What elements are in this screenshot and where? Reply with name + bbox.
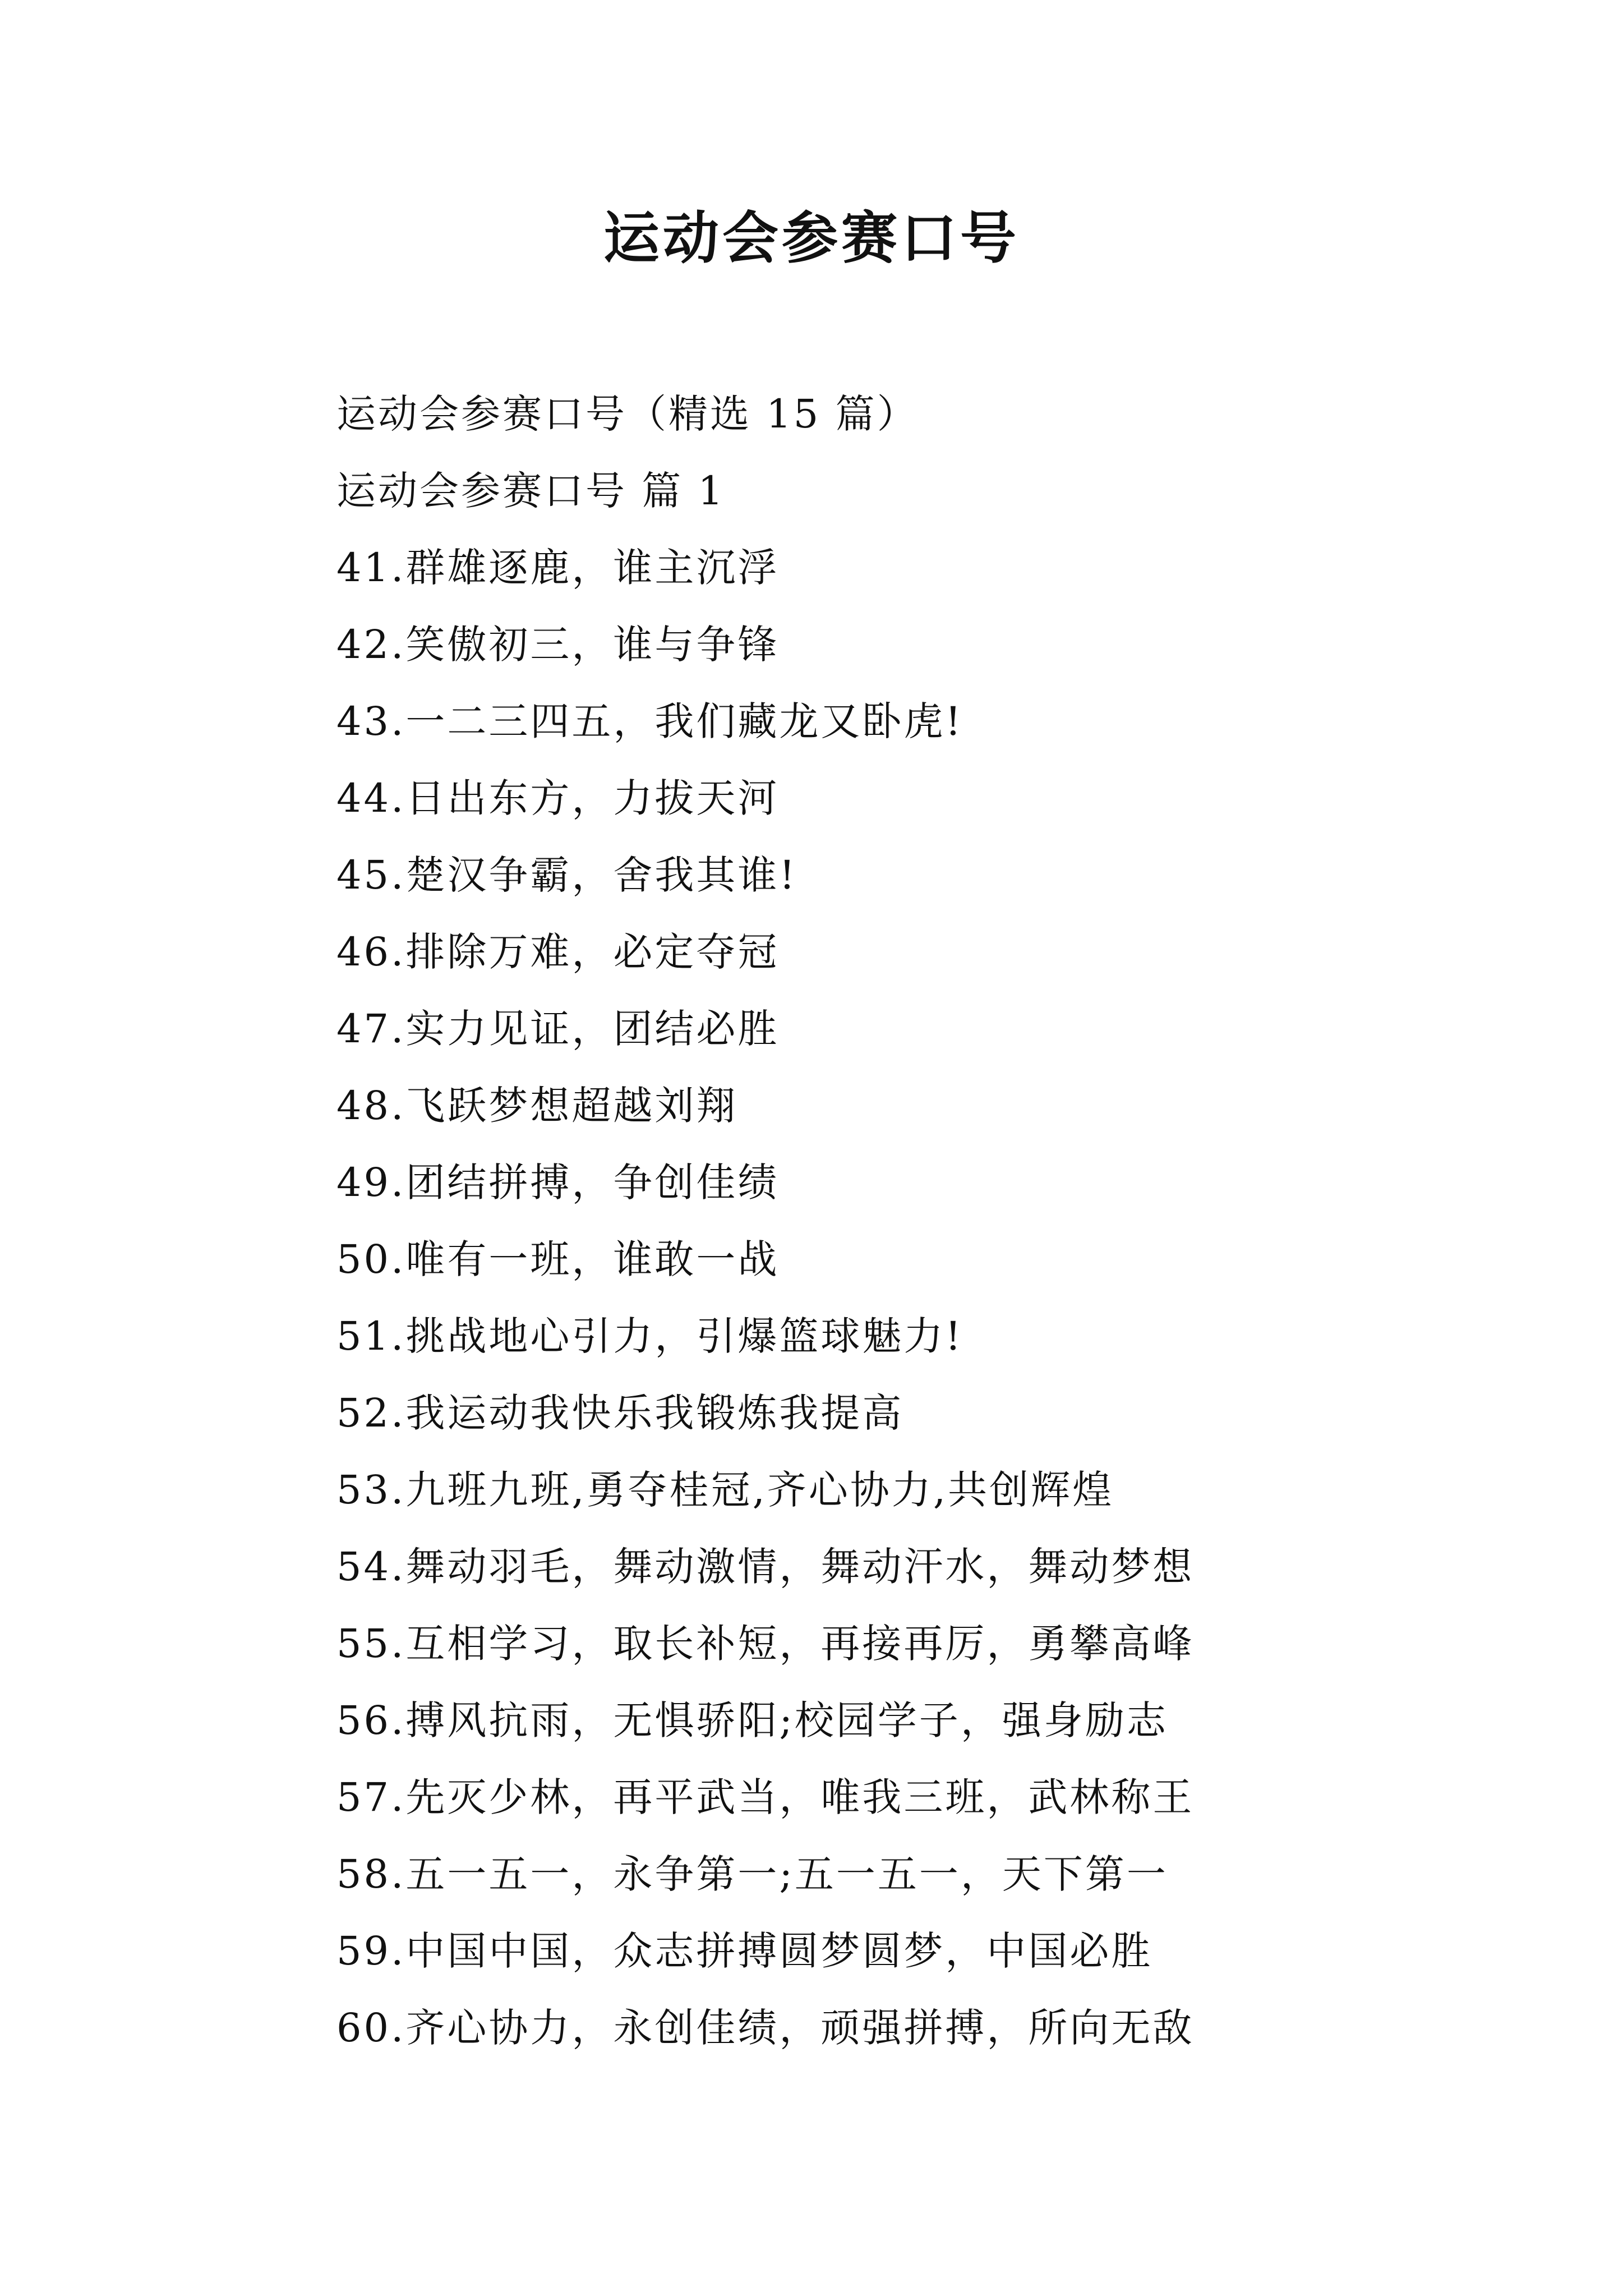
slogan-line: 50.唯有一班，谁敢一战: [336, 1236, 780, 1282]
slogan-line: 57.先灭少林，再平武当，唯我三班，武林称王: [336, 1774, 1195, 1820]
slogan-line: 59.中国中国，众志拼搏圆梦圆梦，中国必胜: [336, 1928, 1153, 1974]
slogan-line: 53.九班九班,勇夺桂冠,齐心协力,共创辉煌: [336, 1467, 1114, 1513]
section-heading: 运动会参赛口号 篇 1: [336, 468, 726, 514]
document-body: [336, 376, 1514, 2067]
page-title: 运动会参赛口号: [603, 205, 1020, 271]
slogan-line: 46.排除万难，必定夺冠: [336, 929, 780, 975]
slogan-line: 54.舞动羽毛，舞动激情，舞动汗水，舞动梦想: [336, 1544, 1195, 1590]
slogan-line: 47.实力见证，团结必胜: [336, 1006, 780, 1052]
slogan-line: 56.搏风抗雨，无惧骄阳;校园学子，强身励志: [336, 1697, 1168, 1743]
slogan-line: 55.互相学习，取长补短，再接再厉，勇攀高峰: [336, 1621, 1195, 1667]
slogan-line: 58.五一五一，永争第一;五一五一，天下第一: [336, 1851, 1168, 1897]
slogan-line: 42.笑傲初三，谁与争锋: [336, 622, 780, 668]
slogan-line: 49.团结拼搏，争创佳绩: [336, 1159, 780, 1205]
slogan-line: 60.齐心协力，永创佳绩，顽强拼搏，所向无敌: [336, 2005, 1195, 2051]
slogan-line: 45.楚汉争霸，舍我其谁!: [336, 852, 797, 898]
slogan-line: 52.我运动我快乐我锻炼我提高: [336, 1390, 904, 1436]
slogan-line: 44.日出东方，力拔天河: [336, 775, 780, 821]
slogan-line: 51.挑战地心引力，引爆篮球魅力!: [336, 1313, 963, 1359]
slogan-line: 41.群雄逐鹿，谁主沉浮: [336, 545, 780, 591]
document-subtitle: 运动会参赛口号（精选 15 篇）: [336, 391, 919, 437]
slogan-line: 43.一二三四五，我们藏龙又卧虎!: [336, 698, 963, 744]
slogan-line: 48.飞跃梦想超越刘翔: [336, 1083, 738, 1129]
